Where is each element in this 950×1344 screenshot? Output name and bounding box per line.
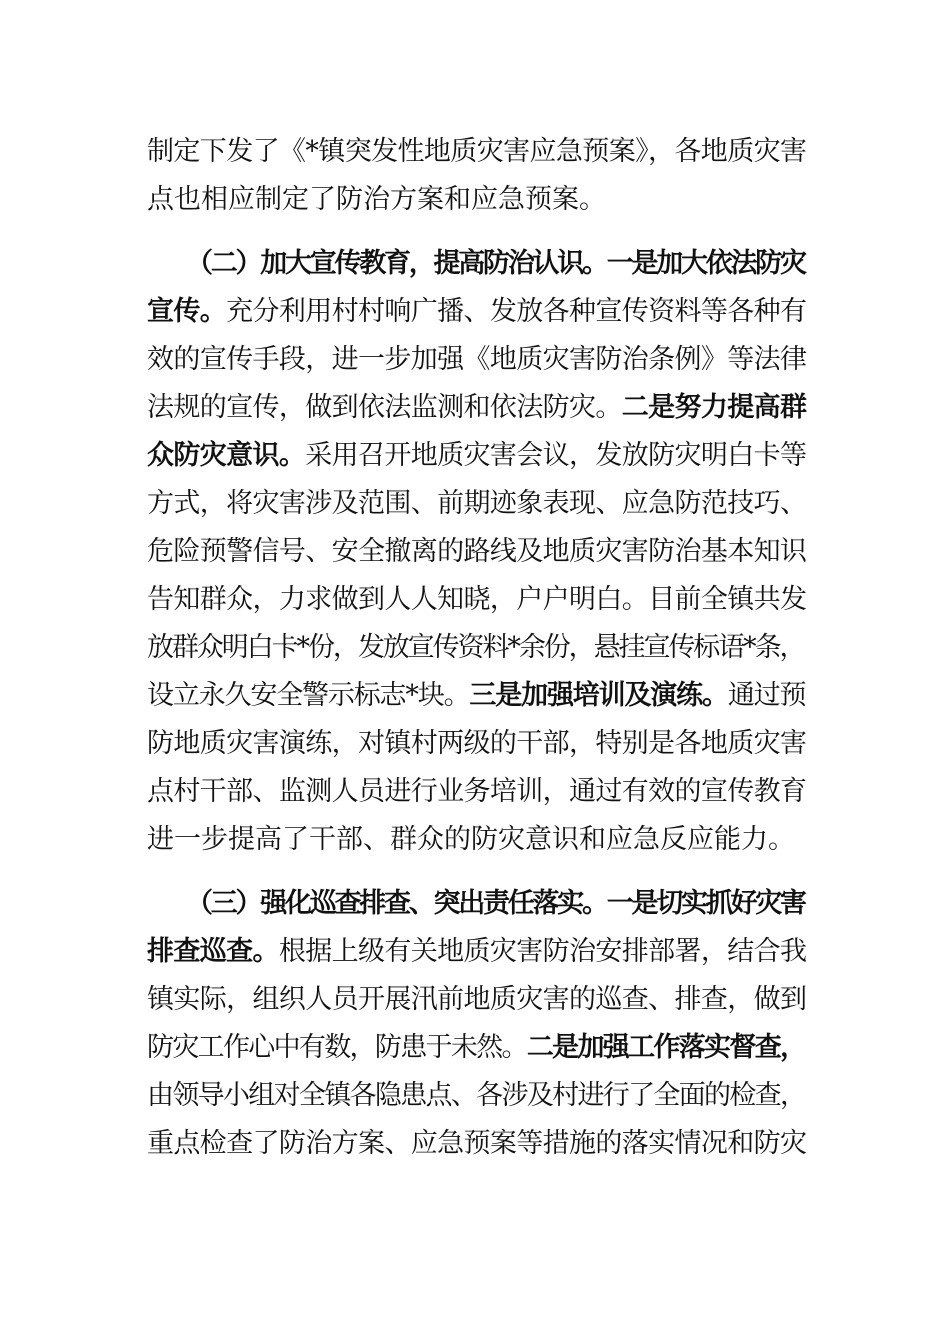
bold-text-run: 三是加强培训及演练。 — [469, 680, 728, 711]
text-line — [186, 244, 807, 284]
text-run: 充分利用村村响广播、发放各种宣传资料等各种有 — [226, 296, 807, 327]
text-line — [147, 340, 807, 380]
text-run: 通过预 — [727, 680, 806, 711]
text-line — [147, 1028, 807, 1068]
text-run: 重点检查了防治方案、应急预案等措施的落实情况和防灾 — [147, 1128, 807, 1159]
text-run: 点村干部、监测人员进行业务培训，通过有效的宣传教育 — [147, 776, 807, 807]
text-run: 效的宣传手段，进一步加强《地质灾害防治条例》等法律 — [147, 344, 807, 375]
text-line — [147, 436, 807, 476]
text-run: 法规的宣传，做到依法监测和依法防灾。 — [147, 392, 622, 423]
text-line — [147, 532, 807, 572]
text-run: 危险预警信号、安全撤离的路线及地质灾害防治基本知识 — [147, 536, 807, 567]
bold-text-run: 排查巡查。 — [147, 936, 279, 967]
text-line — [147, 388, 807, 428]
text-line — [147, 628, 807, 668]
text-line — [147, 676, 807, 716]
text-run: 根据上级有关地质灾害防治安排部署，结合我 — [278, 936, 807, 967]
text-run: 告知群众，力求做到人人知晓，户户明白。目前全镇共发 — [147, 584, 807, 615]
text-run: 方式，将灾害涉及范围、前期迹象表现、应急防范技巧、 — [147, 488, 807, 519]
text-line — [147, 1076, 807, 1116]
text-line — [147, 180, 807, 220]
text-line — [147, 724, 807, 764]
text-line — [147, 820, 807, 860]
text-run: 放群众明白卡*份，发放宣传资料*余份，悬挂宣传标语*条， — [147, 632, 805, 663]
text-run: 镇实际，组织人员开展汛前地质灾害的巡查、排查，做到 — [147, 984, 807, 1015]
bold-text-run: 宣传。 — [147, 296, 227, 327]
bold-text-run: 二是加强工作落实督查， — [526, 1032, 806, 1063]
text-run: 防地质灾害演练，对镇村两级的干部，特别是各地质灾害 — [147, 728, 807, 759]
text-line — [147, 484, 807, 524]
text-run: 采用召开地质灾害会议，发放防灾明白卡等 — [305, 440, 807, 471]
text-run: 点也相应制定了防治方案和应急预案。 — [147, 184, 606, 215]
text-run: 进一步提高了干部、群众的防灾意识和应急反应能力。 — [147, 824, 795, 855]
text-line — [186, 884, 807, 924]
text-line — [147, 980, 807, 1020]
text-line — [147, 772, 807, 812]
text-run: 设立永久安全警示标志*块。 — [147, 680, 470, 711]
text-line — [147, 580, 807, 620]
text-line — [147, 1124, 807, 1164]
bold-text-run: 二是努力提高群 — [621, 392, 807, 423]
text-run: 防灾工作心中有数，防患于未然。 — [147, 1032, 527, 1063]
text-line — [147, 292, 807, 332]
bold-text-run: （三）强化巡查排查、突出责任落实。一是切实抓好灾害 — [186, 888, 805, 919]
bold-text-run: 众防灾意识。 — [147, 440, 306, 471]
text-run: 制定下发了《*镇突发性地质灾害应急预案》，各地质灾害 — [147, 136, 807, 167]
text-line — [147, 932, 807, 972]
text-run: 由领导小组对全镇各隐患点、各涉及村进行了全面的检查， — [147, 1080, 806, 1111]
bold-text-run: （二）加大宣传教育，提高防治认识。一是加大依法防灾 — [186, 248, 805, 279]
text-line — [147, 132, 807, 172]
